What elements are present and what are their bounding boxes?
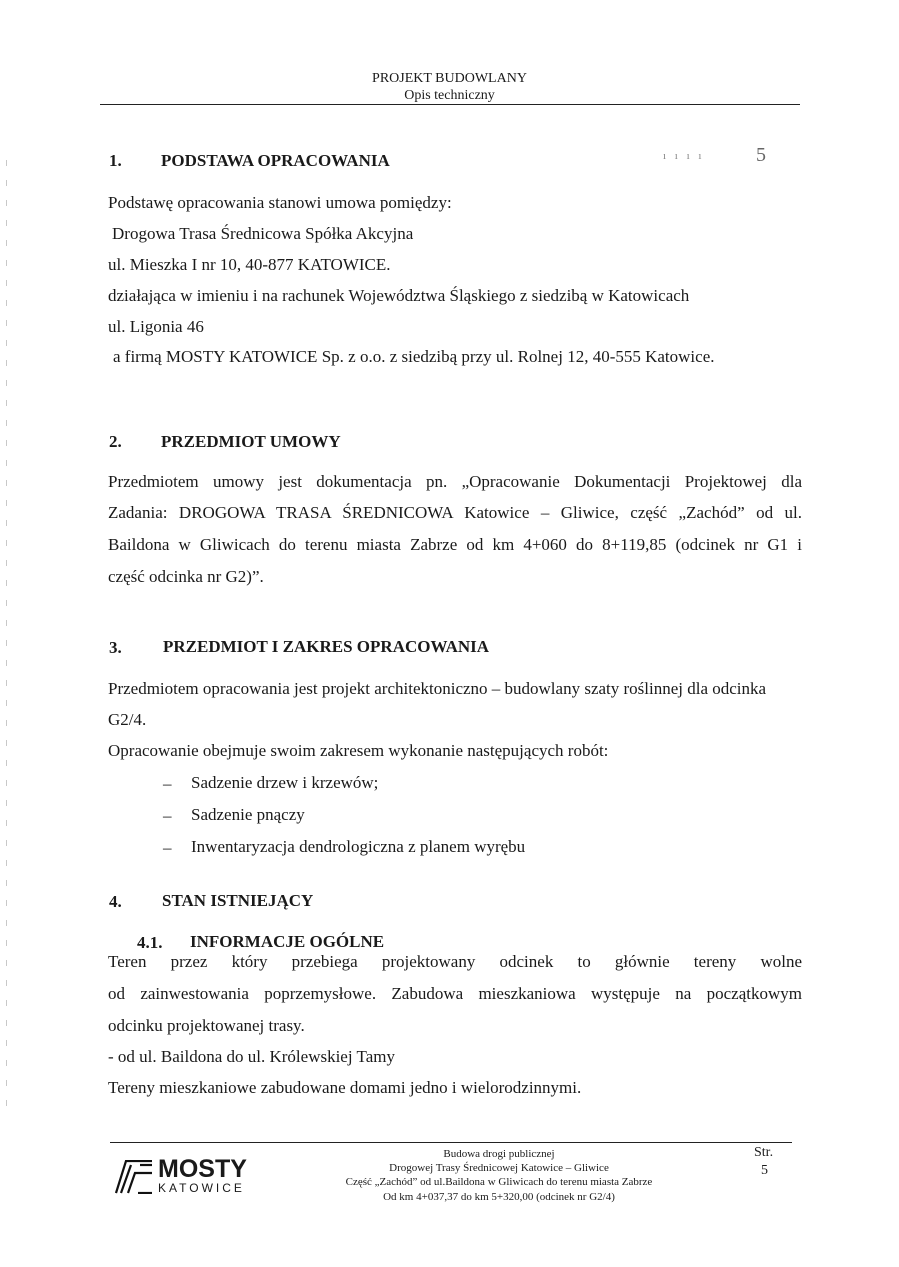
section-2-line: Baildona w Gliwicach do terenu miasta Zabrze od km 4+060 do 8+119,85 (odcinek nr G1 i: [108, 535, 802, 554]
page-label: Str.: [754, 1145, 774, 1160]
list-item: Sadzenie drzew i krzewów;: [191, 773, 379, 792]
section-1-line: ul. Ligonia 46: [108, 317, 204, 336]
footer-line: Część „Zachód” od ul.Baildona w Gliwicach do terenu miasta Zabrze: [345, 1176, 653, 1188]
section-1-line: ul. Mieszka I nr 10, 40-877 KATOWICE.: [108, 255, 391, 274]
page-number: 5: [761, 1163, 768, 1178]
list-item: Inwentaryzacja dendrologiczna z planem wyrębu: [191, 837, 526, 856]
section-3-number: 3.: [109, 638, 122, 657]
footer-line: Od km 4+037,37 do km 5+320,00 (odcinek nr G2/4): [383, 1191, 615, 1203]
subsection-4-1-title: INFORMACJE OGÓLNE: [190, 932, 385, 951]
section-3-title: PRZEDMIOT I ZAKRES OPRACOWANIA: [163, 637, 490, 656]
section-4-number: 4.: [109, 892, 122, 911]
section-4-line: Tereny mieszkaniowe zabudowane domami jedno i wielorodzinnymi.: [108, 1078, 582, 1097]
footer-line: Drogowej Trasy Średnicowej Katowice – Gliwice: [389, 1162, 609, 1174]
list-bullet: –: [163, 774, 172, 793]
document-header-subtitle: Opis techniczny: [404, 88, 495, 103]
section-4-title: STAN ISTNIEJĄCY: [162, 891, 314, 910]
scan-edge-mark: [6, 160, 7, 1120]
list-bullet: –: [163, 838, 172, 857]
section-1-line: a firmą MOSTY KATOWICE Sp. z o.o. z siedzibą przy ul. Rolnej 12, 40-555 Katowice.: [113, 347, 715, 366]
section-2-line: Zadania: DROGOWA TRASA ŚREDNICOWA Katowice – Gliwice, część „Zachód” od ul.: [108, 503, 802, 522]
section-3-line: Przedmiotem opracowania jest projekt architektoniczno – budowlany szaty roślinnej dla odcinka: [108, 679, 767, 698]
section-4-line: odcinku projektowanej trasy.: [108, 1016, 305, 1035]
logo-title: MOSTY: [158, 1155, 247, 1183]
section-2-line: Przedmiotem umowy jest dokumentacja pn. „Opracowanie Dokumentacji Projektowej dla: [108, 472, 802, 491]
section-1-line: działająca w imieniu i na rachunek Województwa Śląskiego z siedzibą w Katowicach: [108, 286, 690, 305]
logo-subtitle: KATOWICE: [158, 1181, 245, 1195]
section-2-line: część odcinka nr G2)”.: [108, 567, 264, 586]
section-2-number: 2.: [109, 432, 122, 451]
footer-rule: [110, 1142, 792, 1143]
section-1-number: 1.: [109, 151, 122, 170]
section-1-line: Drogowa Trasa Średnicowa Spółka Akcyjna: [112, 224, 414, 243]
section-2-title: PRZEDMIOT UMOWY: [161, 432, 341, 451]
subsection-4-1-number: 4.1.: [137, 933, 163, 952]
section-3-line: Opracowanie obejmuje swoim zakresem wykonanie następujących robót:: [108, 741, 609, 760]
section-1-title: PODSTAWA OPRACOWANIA: [161, 151, 390, 170]
section-4-line: - od ul. Baildona do ul. Królewskiej Tamy: [108, 1047, 395, 1066]
mosty-logo-icon: [115, 1160, 153, 1194]
section-4-line: od zainwestowania poprzemysłowe. Zabudowa mieszkaniowa występuje na początkowym: [108, 984, 802, 1003]
header-rule: [100, 104, 800, 105]
document-header-title: PROJEKT BUDOWLANY: [372, 71, 527, 86]
footer-line: Budowa drogi publicznej: [443, 1148, 555, 1160]
section-1-line: Podstawę opracowania stanowi umowa pomiędzy:: [108, 193, 452, 212]
stamp-marks: ı ı ı ı: [663, 150, 705, 162]
stamp-page-ref: 5: [756, 144, 766, 166]
section-3-line: G2/4.: [108, 710, 147, 729]
section-4-line: Teren przez który przebiega projektowany odcinek to głównie tereny wolne: [108, 952, 802, 971]
list-bullet: –: [163, 806, 172, 825]
list-item: Sadzenie pnączy: [191, 805, 305, 824]
